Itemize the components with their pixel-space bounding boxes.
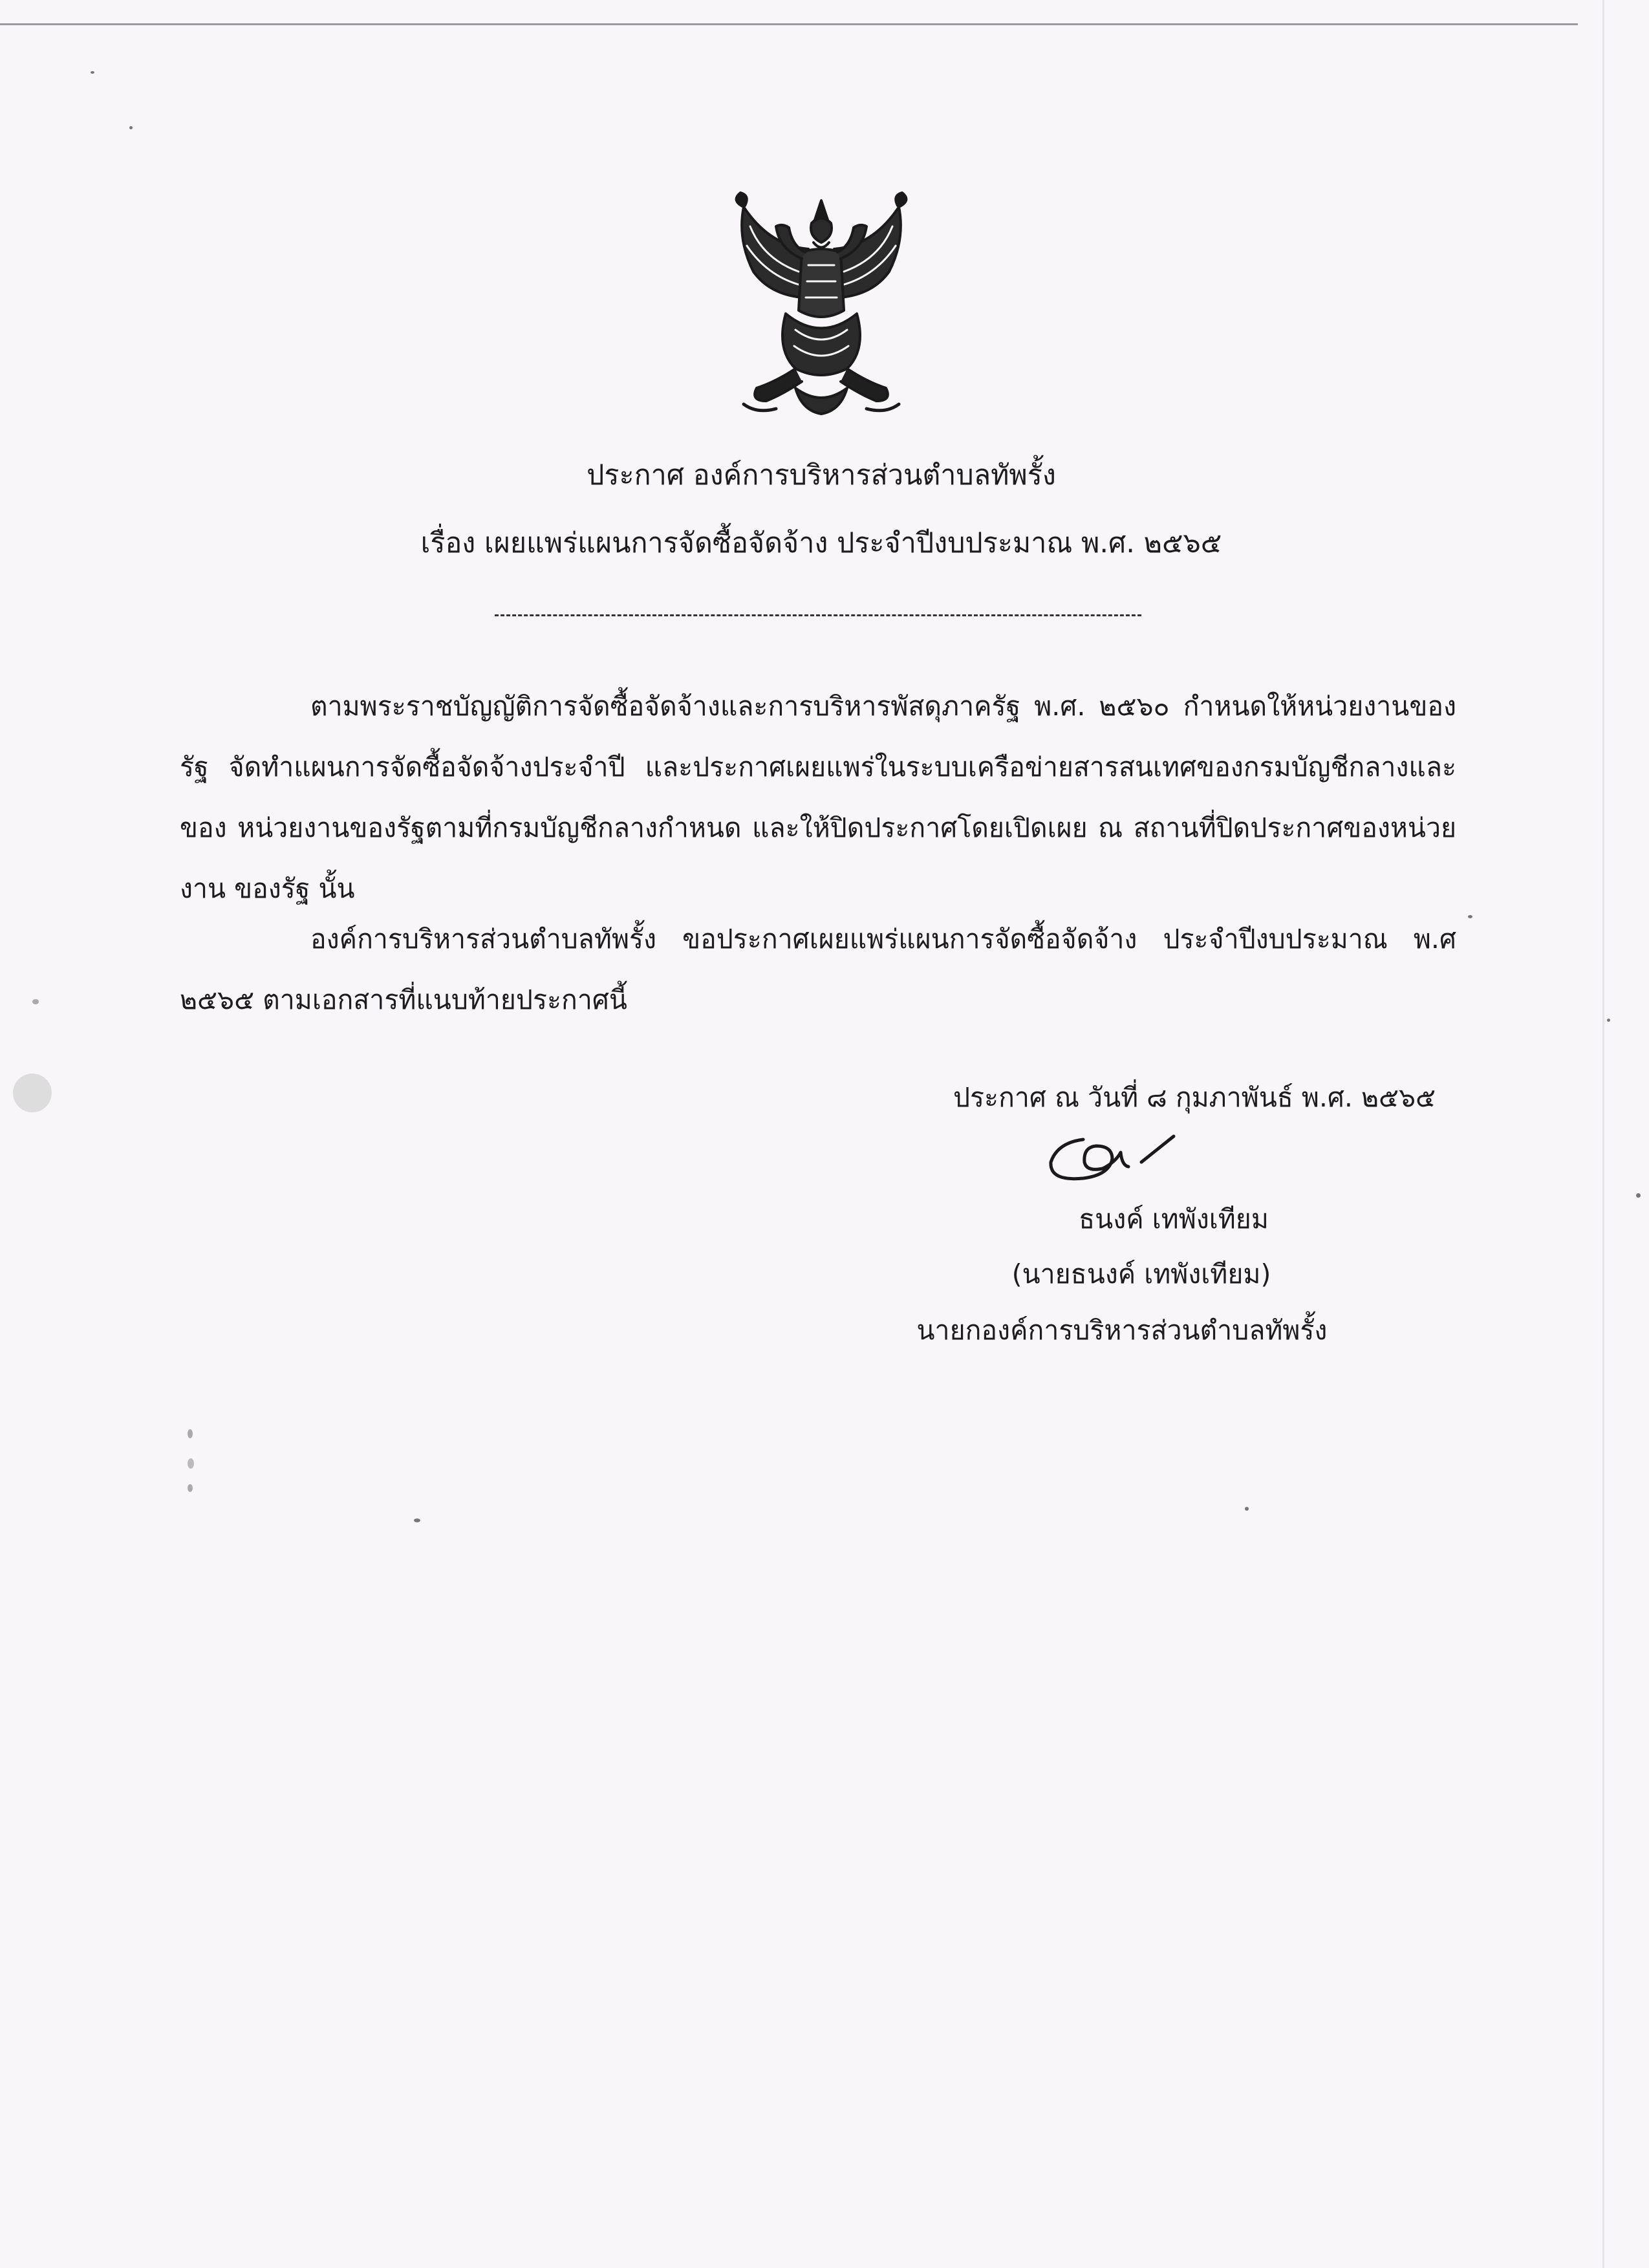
body-paragraph-1: ตามพระราชบัญญัติการจัดซื้อจัดจ้างและการบริหารพัสดุภาครัฐ พ.ศ. ๒๕๖๐ กำหนดให้หน่วยงานของรัฐ จัดทำแผนการจัดซื้อจัดจ้างประจำปี และประกาศเผยแพร่ในระบบเครือข่ายสารสนเทศของกรมบัญชีกลางและของ หน่วยงานของรัฐตามที่กรมบัญชีกลางกำหนด และให้ปิดประกาศโดยเปิดเผย ณ สถานที่ปิดประกาศของหน่วยงาน ของรัฐ นั้น [180, 691, 1456, 904]
signer-full-name: (นายธนงค์ เทพังเทียม) [1011, 1258, 1271, 1290]
scan-speck [188, 1429, 193, 1438]
scan-speck [32, 999, 39, 1004]
scan-edge-right [1602, 0, 1604, 2268]
scan-speck [188, 1484, 193, 1492]
scan-speck [1468, 915, 1472, 918]
announcement-date: ประกาศ ณ วันที่ ๘ กุมภาพันธ์ พ.ศ. ๒๕๖๕ [953, 1082, 1436, 1113]
dashed-separator [495, 614, 1141, 616]
scan-speck [414, 1518, 420, 1522]
scan-speck [91, 71, 94, 74]
scan-speck [188, 1458, 194, 1469]
scan-speck [13, 1074, 52, 1112]
handwritten-signature [1044, 1127, 1190, 1191]
announcement-subject: เรื่อง เผยแพร่แผนการจัดซื้อจัดจ้าง ประจำปีงบประมาณ พ.ศ. ๒๕๖๕ [420, 527, 1222, 559]
body-paragraph-2: องค์การบริหารส่วนตำบลทัพรั้ง ขอประกาศเผยแพร่แผนการจัดซื้อจัดจ้าง ประจำปีงบประมาณ พ.ศ ๒๕๖๕ ตามเอกสารที่แนบท้ายประกาศนี้ [180, 923, 1456, 1015]
scan-speck [1636, 1193, 1641, 1198]
signer-name: ธนงค์ เทพังเทียม [1079, 1204, 1269, 1235]
announcement-title: ประกาศ องค์การบริหารส่วนตำบลทัพรั้ง [587, 459, 1056, 491]
garuda-emblem-icon [718, 188, 925, 420]
scan-speck [129, 126, 133, 129]
scan-speck [1245, 1507, 1249, 1511]
signer-position: นายกองค์การบริหารส่วนตำบลทัพรั้ง [916, 1315, 1328, 1346]
scan-speck [1607, 1019, 1610, 1022]
scan-edge-top [0, 23, 1578, 25]
